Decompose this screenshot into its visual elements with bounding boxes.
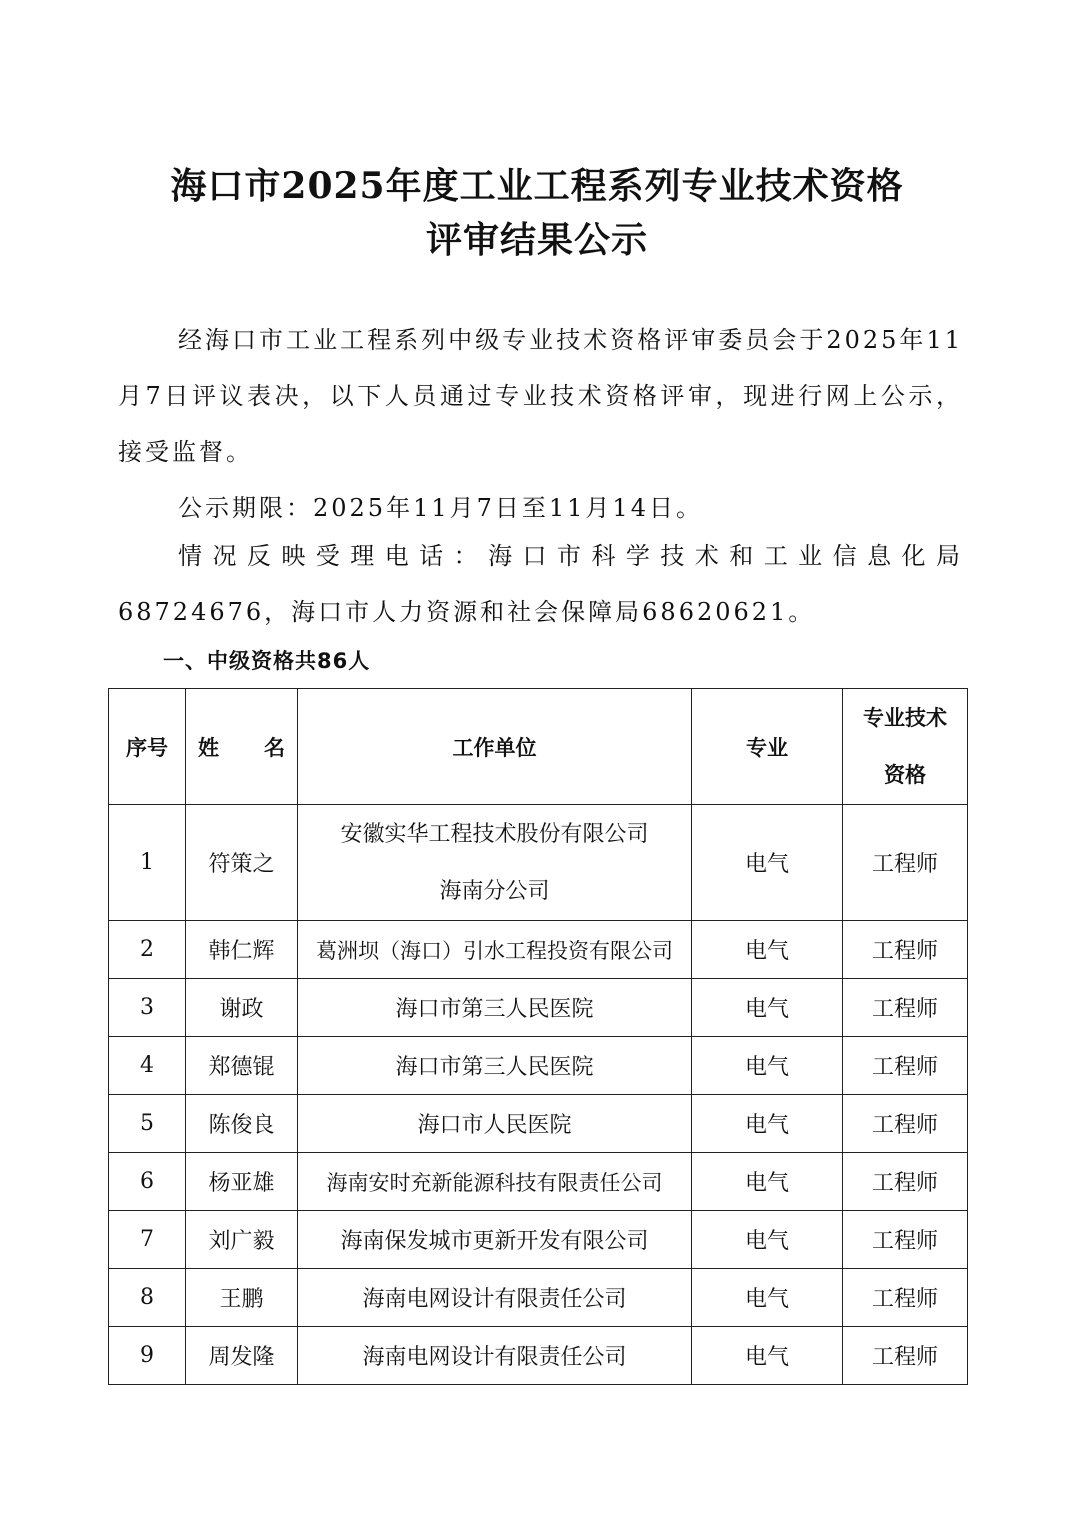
header-qualification-line-1: 专业技术 <box>863 705 947 730</box>
cell-name: 郑德锟 <box>186 1037 298 1095</box>
publicity-period-paragraph: 公示期限：2025年11月7日至11月14日。 <box>178 494 703 522</box>
cell-major: 电气 <box>692 1037 843 1095</box>
cell-work-unit: 海南电网设计有限责任公司 <box>298 1269 692 1327</box>
cell-serial-no: 3 <box>109 979 186 1037</box>
results-table <box>108 688 968 1385</box>
cell-work-unit-line-2: 海南分公司 <box>439 878 550 904</box>
cell-major: 电气 <box>692 1211 843 1269</box>
document-title-line-2: 评审结果公示 <box>425 219 648 261</box>
cell-serial-no: 4 <box>109 1037 186 1095</box>
table-row <box>109 1327 968 1385</box>
document-title-line-1: 海口市2025年度工业工程系列专业技术资格 <box>170 165 904 207</box>
header-name-char-1: 姓 <box>198 735 219 760</box>
cell-major: 电气 <box>692 1327 843 1385</box>
cell-serial-no: 7 <box>109 1211 186 1269</box>
cell-work-unit <box>298 805 692 921</box>
table-row <box>109 979 968 1037</box>
cell-name: 刘广毅 <box>186 1211 298 1269</box>
contact-paragraph: 情况反映受理电话：海口市科学技术和工业信息化局68724676，海口市人力资源和社会保障局68620621。 <box>118 542 963 626</box>
cell-major: 电气 <box>692 805 843 921</box>
cell-work-unit-line-1: 安徽实华工程技术股份有限公司 <box>340 821 649 847</box>
cell-name: 杨亚雄 <box>186 1153 298 1211</box>
cell-qualification: 工程师 <box>843 805 968 921</box>
cell-major: 电气 <box>692 921 843 979</box>
intro-paragraph: 经海口市工业工程系列中级专业技术资格评审委员会于2025年11月7日评议表决，以下人员通过专业技术资格评审，现进行网上公示，接受监督。 <box>118 326 963 466</box>
section-heading: 一、中级资格共86人 <box>163 649 371 673</box>
table-row <box>109 1153 968 1211</box>
cell-qualification: 工程师 <box>843 1153 968 1211</box>
cell-work-unit: 葛洲坝（海口）引水工程投资有限公司 <box>298 921 692 979</box>
header-name-char-2: 名 <box>264 735 285 760</box>
cell-major: 电气 <box>692 1095 843 1153</box>
table-row <box>109 921 968 979</box>
table-row <box>109 1037 968 1095</box>
cell-name: 王鹏 <box>186 1269 298 1327</box>
cell-name: 谢政 <box>186 979 298 1037</box>
cell-qualification: 工程师 <box>843 979 968 1037</box>
header-name <box>186 689 298 805</box>
cell-major: 电气 <box>692 1269 843 1327</box>
cell-name: 陈俊良 <box>186 1095 298 1153</box>
cell-qualification: 工程师 <box>843 1037 968 1095</box>
cell-serial-no: 2 <box>109 921 186 979</box>
cell-qualification: 工程师 <box>843 1095 968 1153</box>
cell-name: 符策之 <box>186 805 298 921</box>
cell-qualification: 工程师 <box>843 1211 968 1269</box>
cell-work-unit: 海口市第三人民医院 <box>298 1037 692 1095</box>
header-serial-no: 序号 <box>109 689 186 805</box>
cell-work-unit: 海口市人民医院 <box>298 1095 692 1153</box>
table-header-row <box>109 689 968 805</box>
cell-work-unit: 海南电网设计有限责任公司 <box>298 1327 692 1385</box>
cell-qualification: 工程师 <box>843 1327 968 1385</box>
cell-major: 电气 <box>692 1153 843 1211</box>
cell-work-unit: 海南安时充新能源科技有限责任公司 <box>298 1153 692 1211</box>
cell-name: 韩仁辉 <box>186 921 298 979</box>
table-row <box>109 805 968 921</box>
table-row <box>109 1211 968 1269</box>
cell-major: 电气 <box>692 979 843 1037</box>
cell-serial-no: 1 <box>109 805 186 921</box>
table-row <box>109 1269 968 1327</box>
cell-qualification: 工程师 <box>843 1269 968 1327</box>
cell-qualification: 工程师 <box>843 921 968 979</box>
table-row <box>109 1095 968 1153</box>
cell-work-unit: 海南保发城市更新开发有限公司 <box>298 1211 692 1269</box>
cell-serial-no: 8 <box>109 1269 186 1327</box>
cell-work-unit: 海口市第三人民医院 <box>298 979 692 1037</box>
header-qualification-line-2: 资格 <box>884 762 926 787</box>
cell-name: 周发隆 <box>186 1327 298 1385</box>
cell-serial-no: 5 <box>109 1095 186 1153</box>
cell-serial-no: 6 <box>109 1153 186 1211</box>
header-work-unit: 工作单位 <box>298 689 692 805</box>
header-qualification <box>843 689 968 805</box>
cell-serial-no: 9 <box>109 1327 186 1385</box>
header-major: 专业 <box>692 689 843 805</box>
